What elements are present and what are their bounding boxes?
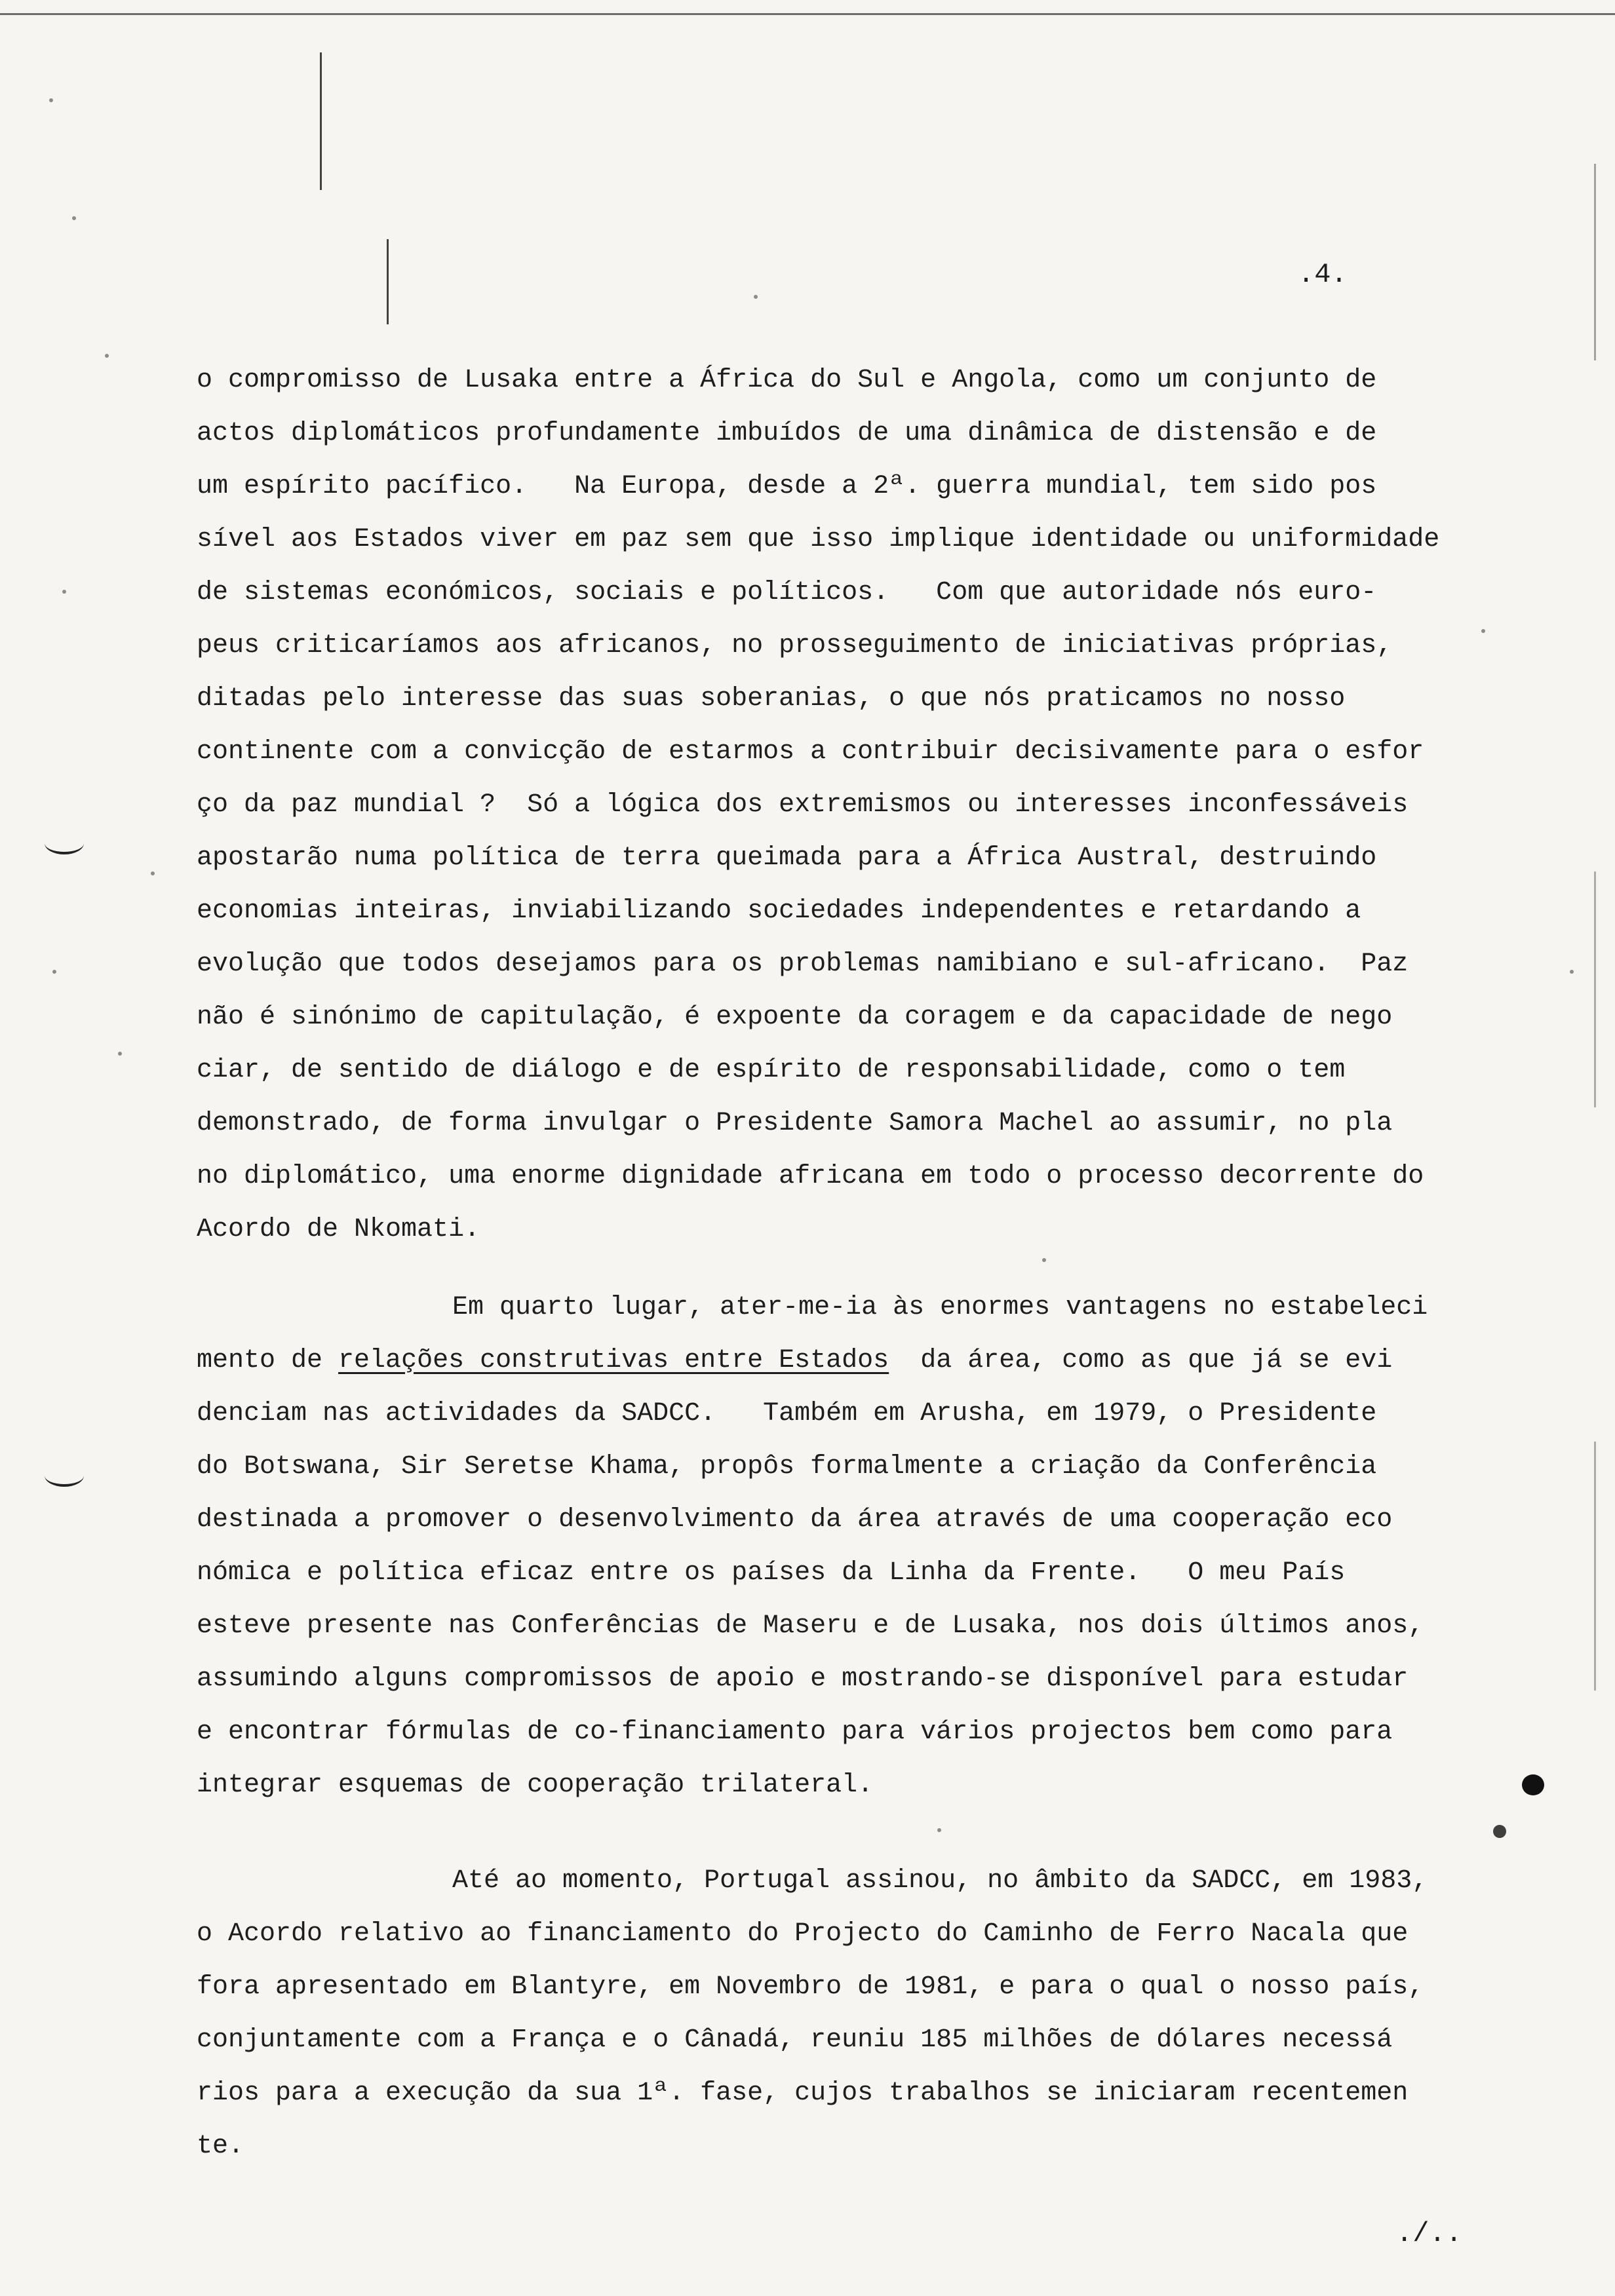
text-line: economias inteiras, inviabilizando sociedades independentes e retardando a: [197, 896, 1361, 926]
text-line: o Acordo relativo ao financiamento do Projecto do Caminho de Ferro Nacala que: [197, 1919, 1409, 1949]
margin-mark: [1594, 871, 1596, 1107]
text-line: não é sinónimo de capitulação, é expoente da coragem e da capacidade de nego: [197, 1003, 1393, 1032]
text-line: nómica e política eficaz entre os países da Linha da Frente. O meu País: [197, 1558, 1346, 1588]
text-segment: da área, como as que já se evi: [889, 1346, 1393, 1375]
text-line: continente com a convicção de estarmos a contribuir decisivamente para o esfor: [197, 737, 1424, 767]
page-number: .4.: [1298, 259, 1348, 290]
text-line: assumindo alguns compromissos de apoio e mostrando-se disponível para estudar: [197, 1664, 1409, 1694]
scan-speck: [72, 216, 76, 220]
text-line: sível aos Estados viver em paz sem que isso implique identidade ou uniformidade: [197, 525, 1440, 554]
text-line: denciam nas actividades da SADCC. Também em Arusha, em 1979, o Presidente: [197, 1399, 1377, 1428]
text-line: de sistemas económicos, sociais e políticos. Com que autoridade nós euro-: [197, 578, 1377, 607]
text-line: Até ao momento, Portugal assinou, no âmbito da SADCC, em 1983,: [452, 1866, 1428, 1896]
text-line: rios para a execução da sua 1ª. fase, cujos trabalhos se iniciaram recentemen: [197, 2078, 1409, 2108]
scan-speck: [1570, 970, 1574, 974]
vertical-pen-stroke: [387, 239, 389, 324]
text-line: Acordo de Nkomati.: [197, 1215, 480, 1244]
text-line: te.: [197, 2132, 244, 2161]
scan-speck: [937, 1828, 941, 1832]
text-line: o compromisso de Lusaka entre a África do Sul e Angola, como um conjunto de: [197, 366, 1377, 395]
text-line: conjuntamente com a França e o Cânadá, reuniu 185 milhões de dólares necessá: [197, 2025, 1393, 2055]
text-line: destinada a promover o desenvolvimento da área através de uma cooperação eco: [197, 1505, 1393, 1535]
text-line: demonstrado, de forma invulgar o Presidente Samora Machel ao assumir, no pla: [197, 1109, 1393, 1138]
text-line: ço da paz mundial ? Só a lógica dos extremismos ou interesses inconfessáveis: [197, 790, 1409, 820]
margin-mark: [1594, 1442, 1596, 1691]
scan-speck: [52, 970, 56, 974]
text-line: ciar, de sentido de diálogo e de espírito de responsabilidade, como o tem: [197, 1056, 1346, 1085]
scan-speck: [1042, 1258, 1046, 1262]
text-line: [197, 1334, 1527, 1387]
scan-speck: [62, 590, 66, 594]
text-line: do Botswana, Sir Seretse Khama, propôs formalmente a criação da Conferência: [197, 1452, 1377, 1482]
text-line: evolução que todos desejamos para os problemas namibiano e sul-africano. Paz: [197, 949, 1409, 979]
paragraph-2: [197, 1281, 1527, 1812]
scan-speck: [118, 1052, 122, 1056]
paragraph-1: [197, 354, 1527, 1256]
text-line: peus criticaríamos aos africanos, no prosseguimento de iniciativas próprias,: [197, 631, 1393, 660]
text-line: apostarão numa política de terra queimada para a África Austral, destruindo: [197, 843, 1377, 873]
text-line: actos diplomáticos profundamente imbuídos de uma dinâmica de distensão e de: [197, 419, 1377, 448]
text-line: Em quarto lugar, ater-me-ia às enormes vantagens no estabeleci: [452, 1293, 1428, 1322]
paragraph-3: [197, 1854, 1527, 2173]
margin-bracket-mark: [45, 832, 84, 854]
ink-blot: [1493, 1825, 1506, 1838]
vertical-pen-stroke: [320, 52, 322, 190]
scan-speck: [754, 295, 758, 299]
continuation-mark: ./..: [1396, 2218, 1462, 2249]
underlined-phrase: relações construtivas entre Estados: [338, 1346, 889, 1375]
text-line: esteve presente nas Conferências de Maseru e de Lusaka, nos dois últimos anos,: [197, 1611, 1424, 1641]
margin-bracket-mark: [45, 1464, 84, 1487]
text-line: ditadas pelo interesse das suas soberanias, o que nós praticamos no nosso: [197, 684, 1346, 714]
text-segment: mento de: [197, 1346, 339, 1375]
text-line: e encontrar fórmulas de co-financiamento para vários projectos bem como para: [197, 1717, 1393, 1747]
scan-speck: [105, 354, 109, 358]
margin-mark: [1594, 164, 1596, 360]
text-line: fora apresentado em Blantyre, em Novembro de 1981, e para o qual o nosso país,: [197, 1972, 1424, 2002]
text-line: um espírito pacífico. Na Europa, desde a 2ª. guerra mundial, tem sido pos: [197, 472, 1377, 501]
text-line: no diplomático, uma enorme dignidade africana em todo o processo decorrente do: [197, 1162, 1424, 1191]
text-line: integrar esquemas de cooperação trilateral.: [197, 1770, 874, 1800]
scan-speck: [151, 871, 155, 875]
scan-speck: [49, 98, 53, 102]
top-border-line: [0, 13, 1615, 15]
